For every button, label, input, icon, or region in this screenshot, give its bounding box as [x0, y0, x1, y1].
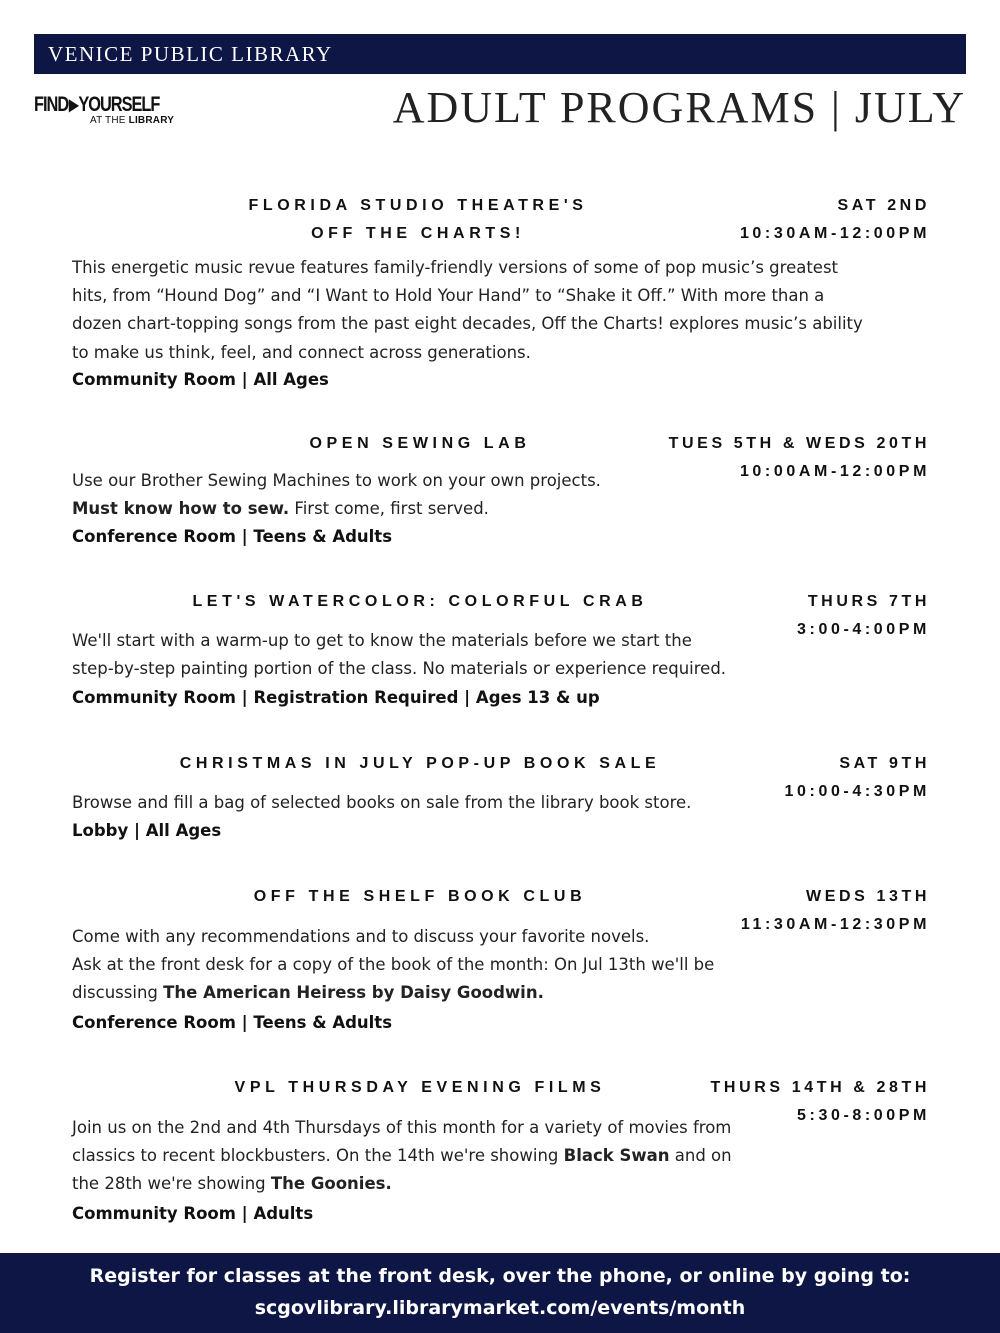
event-date: SAT 9TH [839, 755, 930, 772]
event-title [248, 192, 588, 248]
event-date-time [797, 588, 930, 644]
event-date-time [741, 883, 930, 939]
find-yourself-logo [34, 94, 204, 130]
event-time: 5:30-8:00PM [797, 1107, 930, 1124]
event-date: THURS 14TH & 28TH [710, 1079, 930, 1096]
description-text: Browse and fill a bag of selected books on sale from the library book store. [72, 793, 692, 812]
event-title-line: OFF THE CHARTS! [311, 225, 525, 242]
event-description [72, 923, 714, 1008]
event-title [230, 1074, 610, 1102]
event-location-audience: Community Room | Adults [72, 1204, 314, 1223]
description-text: dozen chart-topping songs from the past eight decades, Off the Charts! explores music’s ability [72, 314, 863, 334]
event-date: WEDS 13TH [806, 888, 930, 905]
library-name-banner [34, 34, 966, 74]
event-description-line [72, 627, 726, 655]
event-description-line [72, 979, 714, 1007]
event-description-line [72, 923, 714, 951]
event-description-line [72, 951, 714, 979]
event-description [72, 467, 601, 523]
description-text: step-by-step painting portion of the class. No materials or experience required. [72, 659, 727, 679]
description-text: to make us think, feel, and connect across generations. [72, 342, 531, 362]
event-location-audience: Community Room | All Ages [72, 370, 329, 389]
event-time: 11:30AM-12:30PM [740, 916, 930, 933]
event-title-line: VPL THURSDAY EVENING FILMS [234, 1079, 606, 1096]
event-description-line [72, 655, 726, 683]
description-text: classics to recent blockbusters. On the 14th we're showing [72, 1146, 564, 1166]
event-title [190, 588, 650, 616]
event-time: 10:00AM-12:00PM [739, 463, 930, 480]
event-description [72, 1114, 732, 1199]
event-title [176, 750, 664, 778]
event-date: TUES 5TH & WEDS 20TH [668, 435, 930, 452]
event-location-audience: Lobby | All Ages [72, 821, 222, 840]
event-location-audience: Conference Room | Teens & Adults [72, 527, 393, 546]
event-date-time [740, 192, 930, 248]
description-text: Come with any recommendations and to discuss your favorite novels. [72, 927, 650, 946]
description-text: the 28th we're showing [72, 1174, 271, 1194]
description-text: discussing [72, 983, 164, 1003]
footer-instructions: Register for classes at the front desk, over the phone, or online by going to: [89, 1265, 911, 1287]
event-date-time [669, 430, 930, 486]
event-date: THURS 7TH [807, 593, 930, 610]
description-text: First come, first served. [289, 499, 489, 519]
event-title-line: OPEN SEWING LAB [309, 435, 531, 452]
logo-at-the-text: AT THE [90, 115, 126, 126]
event-description-line [72, 1142, 732, 1170]
event-title [253, 883, 587, 911]
event-title [306, 430, 534, 458]
emphasized-text: Black Swan [563, 1146, 670, 1166]
page-title: ADULT PROGRAMS | JULY [392, 83, 966, 132]
event-description-line [72, 495, 601, 523]
logo-yourself-text: YOURSELF [78, 93, 160, 116]
event-date-time [785, 750, 930, 806]
event-description-line [72, 1114, 732, 1142]
event-location-audience: Community Room | Registration Required | Ages 13 & up [72, 688, 600, 707]
event-description-line [72, 1170, 732, 1198]
description-text: We'll start with a warm-up to get to know the materials before we start the [72, 631, 692, 650]
event-description-line [72, 282, 863, 310]
event-description-line [72, 254, 863, 282]
event-description [72, 254, 863, 367]
play-arrow-icon: ▶ [68, 97, 78, 114]
event-time: 10:00-4:30PM [784, 783, 930, 800]
event-description [72, 627, 726, 683]
event-title-line: LET'S WATERCOLOR: COLORFUL CRAB [192, 593, 648, 610]
event-date: SAT 2ND [837, 197, 930, 214]
event-description-line [72, 310, 863, 338]
description-text: Join us on the 2nd and 4th Thursdays of this month for a variety of movies from [72, 1118, 732, 1137]
event-time: 3:00-4:00PM [797, 621, 930, 638]
emphasized-text: The American Heiress by Daisy Goodwin. [163, 983, 544, 1003]
event-date-time [711, 1074, 930, 1130]
event-title-line: CHRISTMAS IN JULY POP-UP BOOK SALE [179, 755, 661, 772]
description-text: Use our Brother Sewing Machines to work on your own projects. [72, 471, 601, 490]
event-description [72, 789, 691, 817]
event-description-line [72, 467, 601, 495]
registration-footer [0, 1253, 1000, 1333]
description-text: Ask at the front desk for a copy of the book of the month: On Jul 13th we'll be [72, 955, 715, 975]
logo-tagline [90, 115, 174, 126]
emphasized-text: The Goonies. [270, 1174, 392, 1194]
event-title-line: OFF THE SHELF BOOK CLUB [253, 888, 587, 905]
event-time: 10:30AM-12:00PM [739, 225, 930, 242]
event-location-audience: Conference Room | Teens & Adults [72, 1013, 393, 1032]
logo-find-text: FIND [34, 93, 69, 116]
emphasized-text: Must know how to sew. [72, 499, 290, 519]
description-text: This energetic music revue features family-friendly versions of some of pop music’s greatest [72, 258, 839, 277]
description-text: and on [669, 1146, 732, 1166]
logo-library-text: LIBRARY [128, 115, 175, 126]
description-text: hits, from “Hound Dog” and “I Want to Hold Your Hand” to “Shake it Off.” With more than a [72, 286, 825, 306]
event-description-line [72, 339, 863, 367]
footer-url[interactable]: scgovlibrary.librarymarket.com/events/month [254, 1297, 746, 1319]
logo-wordmark [34, 94, 159, 116]
library-name: VENICE PUBLIC LIBRARY [48, 42, 333, 66]
event-title-line: FLORIDA STUDIO THEATRE'S [248, 197, 588, 214]
event-description-line [72, 789, 691, 817]
